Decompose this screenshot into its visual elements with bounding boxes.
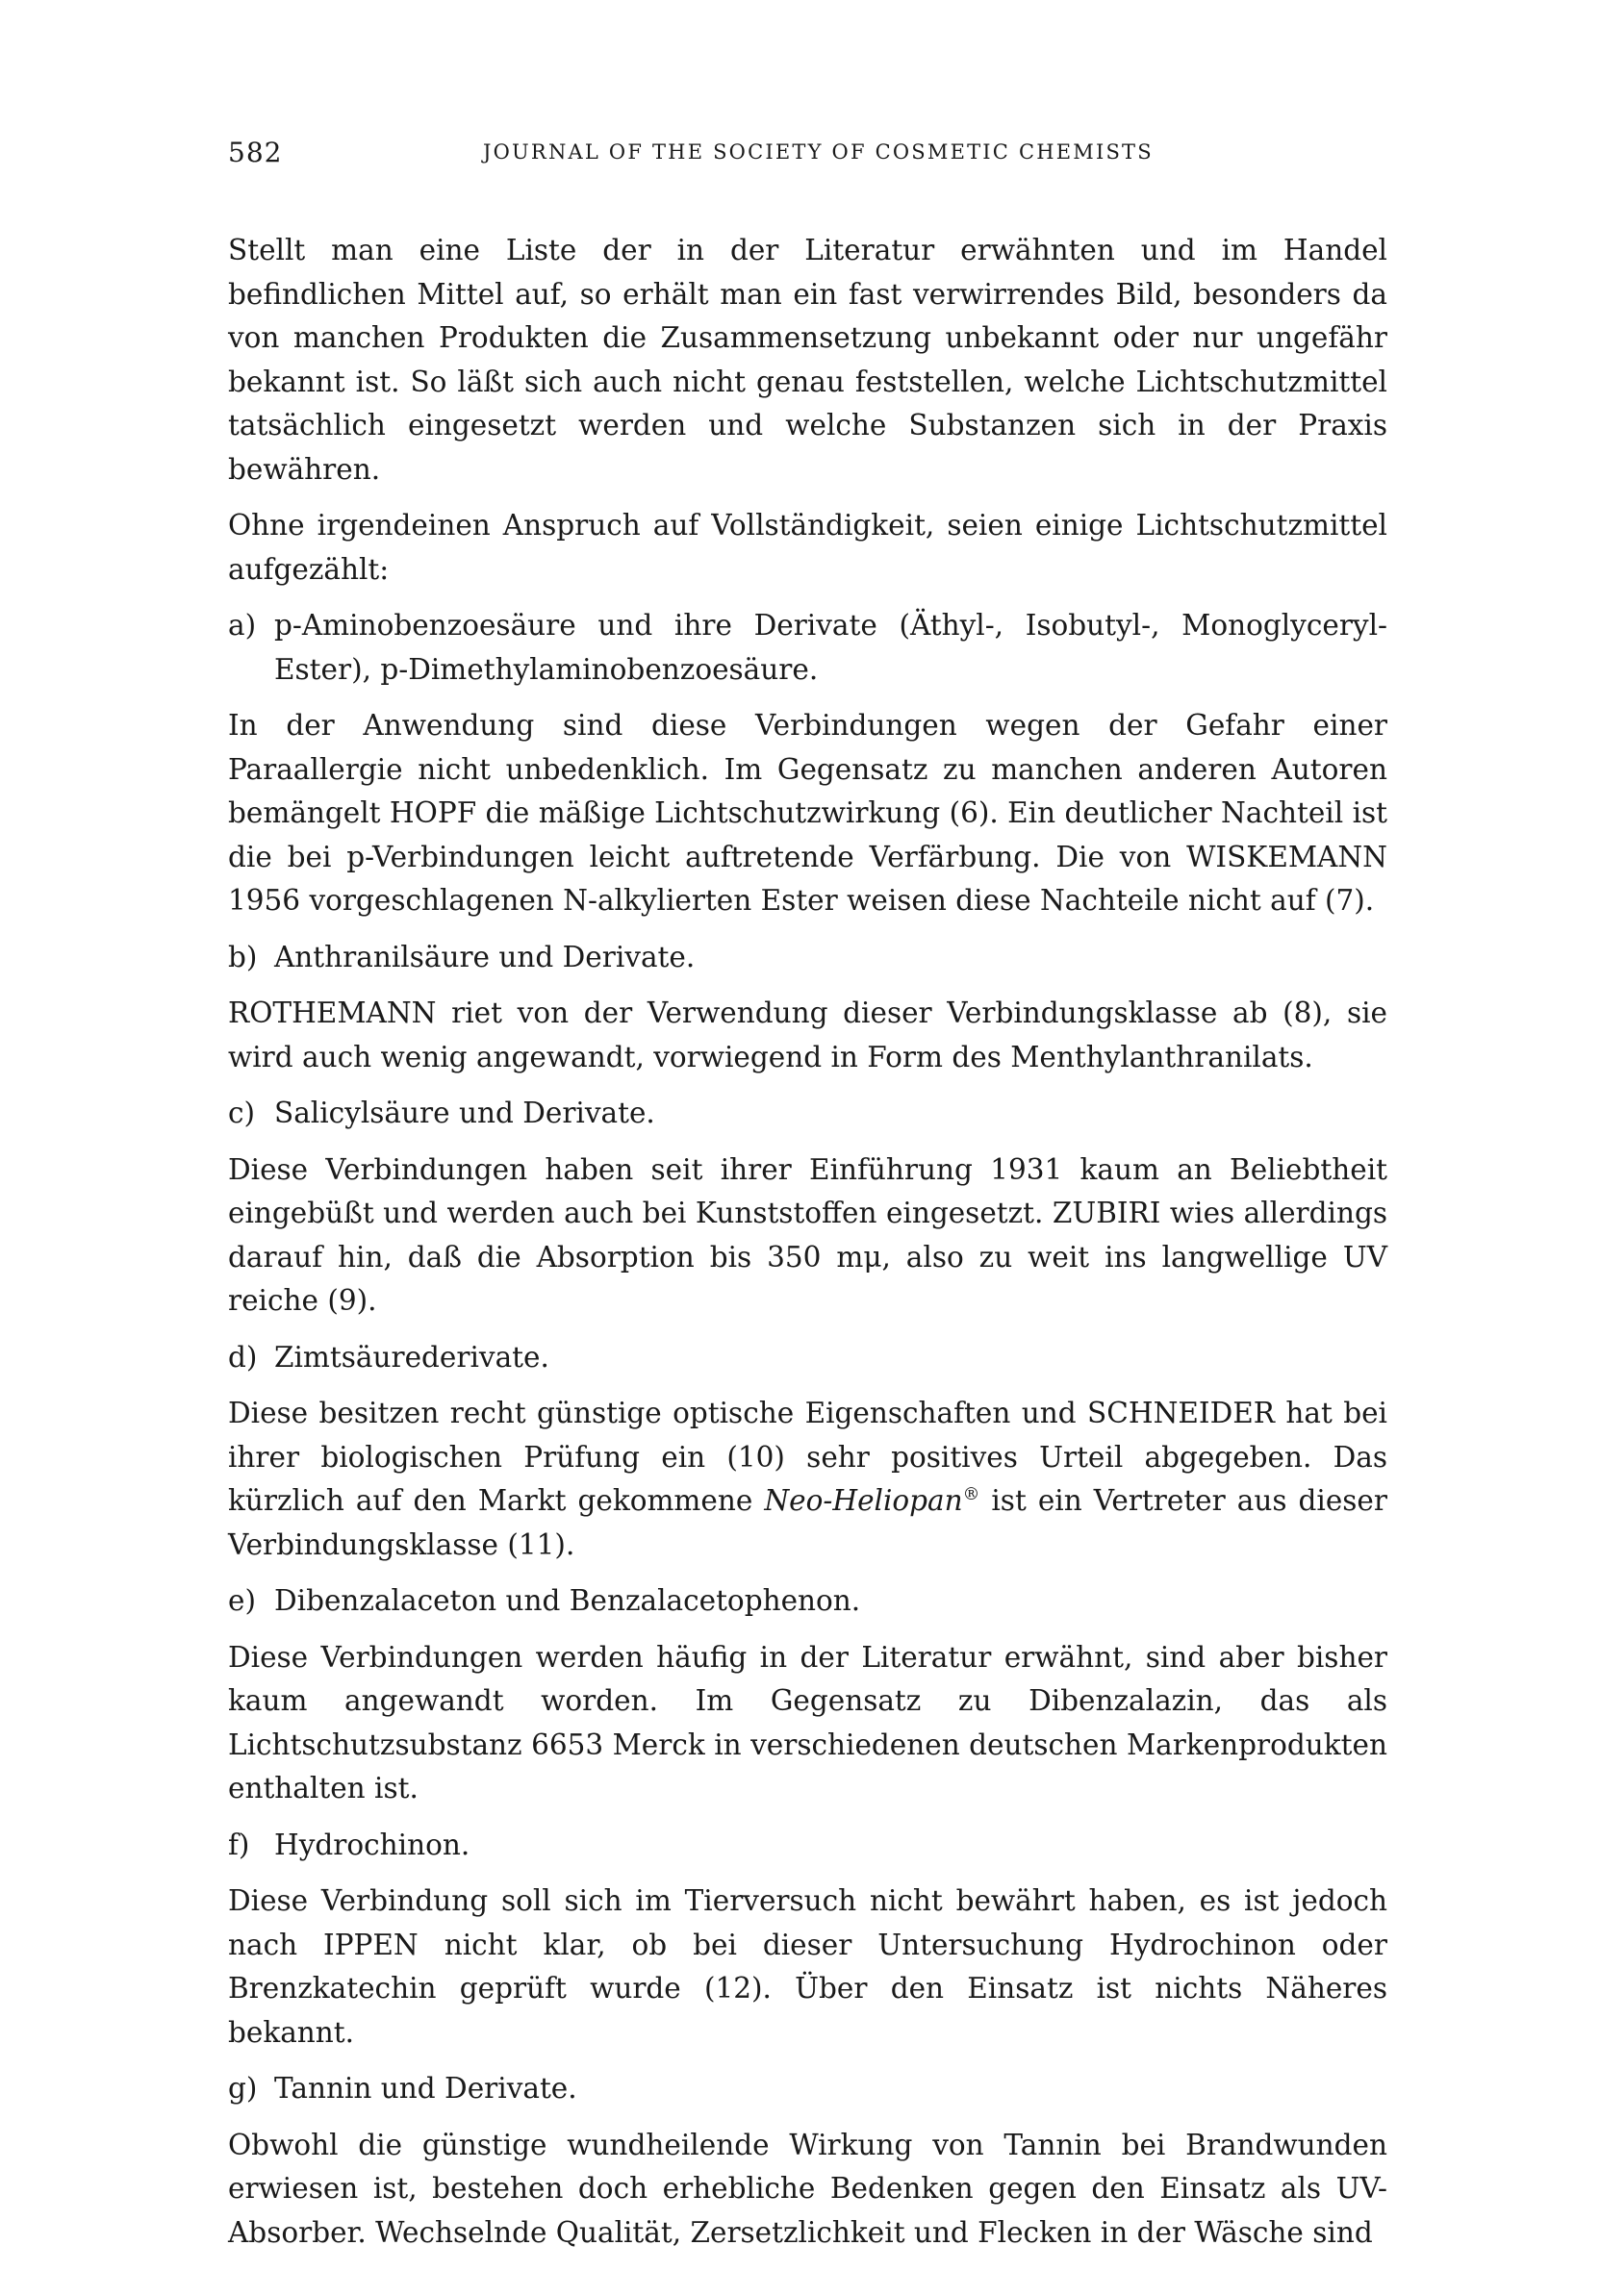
registered-mark: ®: [962, 1485, 980, 1505]
list-item-title: Anthranilsäure und Derivate.: [274, 940, 696, 973]
item-f-description: Diese Verbindung soll sich im Tierversuch nicht bewährt haben, es ist jedoch nach IPPEN nicht klar, ob bei dieser Untersuchung Hydrochinon oder Brenzkatechin geprüft wurde (12). Über den Einsatz ist nichts Näheres bekannt.: [228, 1884, 1387, 2049]
list-item-title: Tannin und Derivate.: [274, 2072, 577, 2105]
list-item-d: [228, 1336, 1387, 1380]
list-item-a: [228, 604, 1387, 692]
item-e-description: Diese Verbindungen werden häufig in der Literatur erwähnt, sind aber bisher kaum angewandt worden. Im Gegensatz zu Dibenzalazin, das als Lichtschutzsubstanz 6653 Merck in verschiedenen deutschen Markenprodukten enthalten ist.: [228, 1640, 1387, 1804]
item-a-description: In der Anwendung sind diese Verbindungen wegen der Gefahr einer Paraallergie nicht unbedenklich. Im Gegensatz zu manchen anderen Autoren bemängelt HOPF die mäßige Lichtschutzwirkung (6). Ein deutlicher Nachteil ist die bei p-Verbindungen leicht auftretende Verfärbung. Die von WISKEMANN 1956 vorgeschlagenen N-alkylierten Ester weisen diese Nachteile nicht auf (7).: [228, 709, 1387, 917]
item-d-description: [228, 1392, 1387, 1567]
item-b-description: ROTHEMANN riet von der Verwendung dieser Verbindungsklasse ab (8), sie wird auch wenig angewandt, vorwiegend in Form des Menthylanthranilats.: [228, 997, 1387, 1073]
list-item-b: [228, 936, 1387, 980]
item-c-description: Diese Verbindungen haben seit ihrer Einführung 1931 kaum an Beliebtheit eingebüßt und werden auch bei Kunststoffen eingesetzt. ZUBIRI wies allerdings darauf hin, daß die Absorption bis 350 mμ, also zu weit ins langwellige UV reiche (9).: [228, 1152, 1387, 1317]
list-item-f: [228, 1824, 1387, 1868]
list-item-label: d): [228, 1340, 258, 1374]
page-header: [228, 137, 1392, 175]
list-item-label: g): [228, 2072, 258, 2105]
list-item-label: b): [228, 940, 258, 973]
list-item-label: a): [228, 609, 257, 642]
running-head: JOURNAL OF THE SOCIETY OF COSMETIC CHEMISTS: [483, 140, 1154, 164]
list-item-label: c): [228, 1097, 256, 1129]
list-intro-paragraph: Ohne irgendeinen Anspruch auf Vollständigkeit, seien einige Lichtschutzmittel aufgezählt:: [228, 509, 1387, 586]
list-item-title: Salicylsäure und Derivate.: [274, 1097, 655, 1129]
item-d-description-before: Diese besitzen recht günstige optische Eigenschaften und SCHNEIDER hat bei ihrer biologischen Prüfung ein (10) sehr positives Urteil abgegeben. Das kürzlich auf den Markt gekommene: [228, 1397, 1387, 1517]
intro-paragraph: Stellt man eine Liste der in der Literatur erwähnten und im Handel befindlichen Mittel auf, so erhält man ein fast verwirrendes Bild, besonders da von manchen Produkten die Zusammensetzung unbekannt oder nur ungefähr bekannt ist. So läßt sich auch nicht genau feststellen, welche Lichtschutzmittel tatsächlich eingesetzt werden und welche Substanzen sich in der Praxis bewähren.: [228, 234, 1387, 486]
list-item-g: [228, 2067, 1387, 2111]
body-text: [228, 229, 1387, 2267]
item-g-description: Obwohl die günstige wundheilende Wirkung von Tannin bei Brandwunden erwiesen ist, bestehen doch erhebliche Bedenken gegen den Einsatz als UV-Absorber. Wechselnde Qualität, Zersetzlichkeit und Flecken in der Wäsche sind: [228, 2128, 1387, 2249]
page-number: 582: [228, 137, 283, 168]
list-item-e: [228, 1579, 1387, 1624]
list-item-label: f): [228, 1828, 250, 1861]
list-item-title: p-Aminobenzoesäure und ihre Derivate (Äthyl-, Isobutyl-, Monoglyceryl-Ester), p-Dimethylaminobenzoesäure.: [274, 609, 1387, 686]
list-item-title: Hydrochinon.: [274, 1828, 470, 1861]
list-item-title: Zimtsäurederivate.: [274, 1340, 549, 1374]
list-item-label: e): [228, 1584, 256, 1617]
list-item-title: Dibenzalaceton und Benzalacetophenon.: [274, 1584, 861, 1617]
product-name: Neo-Heliopan: [764, 1484, 963, 1517]
item-d-description-after: ist ein Vertreter aus dieser Verbindungsklasse (11).: [228, 1484, 1387, 1561]
list-item-c: [228, 1092, 1387, 1136]
